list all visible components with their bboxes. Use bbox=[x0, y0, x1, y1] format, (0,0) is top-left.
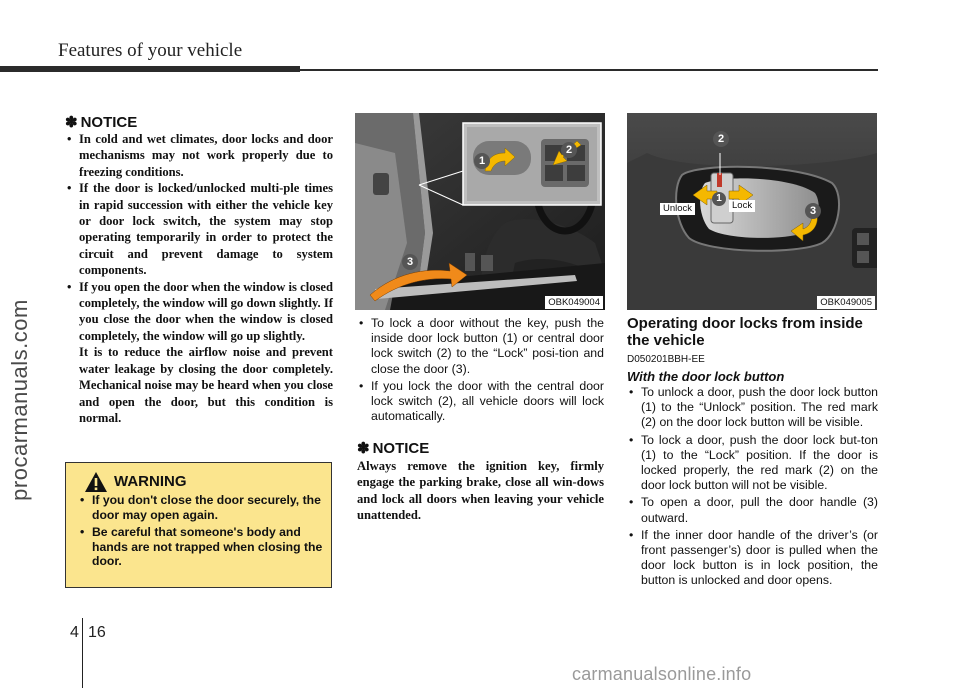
warning-item: • Be careful that someone's body and hands are not trapped when closing the door. bbox=[80, 525, 324, 569]
door-handle-photo bbox=[627, 113, 877, 310]
page-number: 16 bbox=[88, 624, 106, 641]
unlock-label: Unlock bbox=[660, 203, 695, 215]
notice-title: NOTICE bbox=[80, 114, 138, 131]
header-bar bbox=[0, 66, 300, 72]
warning-item: • If you don't close the door securely, the door may open again. bbox=[80, 493, 324, 522]
header-rule bbox=[300, 69, 878, 71]
callout-badge: 3 bbox=[805, 203, 821, 219]
list-item: • To lock a door without the key, push the inside door lock button (1) or central door lock switch (2) to the “Lock” posi-tion and close the door (3). bbox=[357, 316, 604, 377]
callout-badge: 3 bbox=[402, 254, 418, 270]
notice-list bbox=[65, 131, 333, 426]
warning-triangle-icon bbox=[84, 471, 108, 493]
chapter-number: 4 bbox=[70, 624, 79, 641]
notice-item-continued: It is to reduce the airflow noise and prevent water leakage by closing the door completely. Mechanical noise may be heard when you close and open the door, but this condition is normal. bbox=[79, 345, 333, 425]
list-item: • To open a door, pull the door handle (3) outward. bbox=[627, 495, 878, 525]
list-item: • To unlock a door, push the door lock button (1) to the “Unlock” position. The red mark (2) on the door lock button will be visible. bbox=[627, 385, 878, 431]
callout-badge: 2 bbox=[713, 131, 729, 147]
notice-heading bbox=[65, 113, 137, 131]
section-title: Features of your vehicle bbox=[58, 40, 243, 61]
notice-item: • In cold and wet climates, door locks and door mechanisms may not work properly due to freezing conditions. bbox=[65, 131, 333, 180]
section-heading: Operating door locks from inside the vehicle bbox=[627, 315, 863, 349]
star-icon: ✽ bbox=[65, 114, 78, 131]
bottom-watermark: carmanualsonline.info bbox=[572, 664, 752, 684]
callout-badge: 1 bbox=[712, 192, 726, 206]
callout-badge: 2 bbox=[561, 142, 577, 158]
footer-divider bbox=[82, 618, 83, 688]
notice-item: • If you open the door when the window is closed completely, the window will go down slightly. If you close the door when the window is closed completely, the window will go up slightly. bbox=[65, 279, 333, 345]
side-watermark bbox=[4, 190, 36, 610]
side-watermark-text: procarmanuals.com bbox=[7, 299, 32, 501]
doc-code: D050201BBH-EE bbox=[627, 354, 705, 365]
notice-text: Always remove the ignition key, firmly engage the parking brake, close all win-dows and lock all doors when leaving your vehicle unattended. bbox=[357, 459, 604, 523]
notice-title: NOTICE bbox=[372, 440, 430, 457]
callout-badge: 1 bbox=[474, 153, 490, 169]
door-interior-photo bbox=[355, 113, 605, 310]
image-code: OBK049004 bbox=[545, 296, 603, 309]
list-item: • If you lock the door with the central door lock switch (2), all vehicle doors will lock automatically. bbox=[357, 379, 604, 425]
warning-list bbox=[80, 493, 324, 572]
image-code: OBK049005 bbox=[817, 296, 875, 309]
inside-lock-list bbox=[627, 385, 878, 591]
lock-label: Lock bbox=[729, 200, 755, 212]
list-item: • To lock a door, push the door lock but-ton (1) to the “Lock” position. If the door is locked properly, the red mark (2) on the door lock button will not be visible. bbox=[627, 433, 878, 494]
warning-label: WARNING bbox=[114, 473, 187, 490]
warning-box bbox=[65, 462, 332, 588]
subheading: With the door lock button bbox=[627, 369, 785, 384]
list-item: • If the inner door handle of the driver’s (or front passenger’s) door is pulled when the door lock button is in lock position, the button is unlocked and door opens. bbox=[627, 528, 878, 589]
lock-instructions-list bbox=[357, 316, 604, 426]
notice-heading bbox=[357, 439, 429, 457]
star-icon: ✽ bbox=[357, 440, 370, 457]
notice-item: • If the door is locked/unlocked multi-ple times in rapid succession with either the vehicle key or door lock switch, the system may stop operating temporarily in order to protect the circuit and prevent damage to system components. bbox=[65, 180, 333, 278]
